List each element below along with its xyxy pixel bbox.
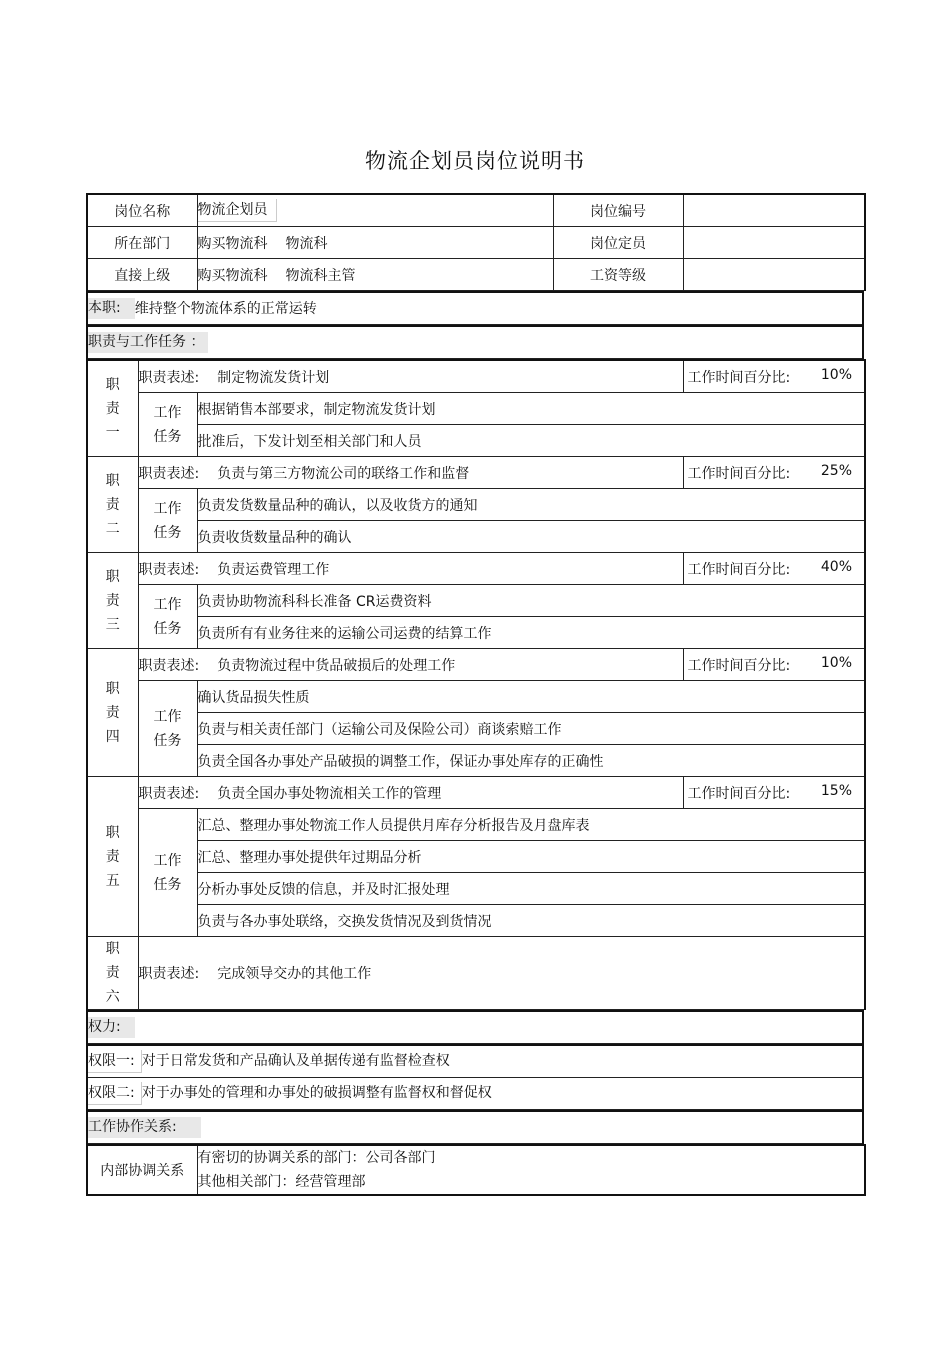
task-row xyxy=(87,745,865,777)
mission-label: 本职: xyxy=(88,298,135,319)
task-text: 负责收货数量品种的确认 xyxy=(197,521,865,553)
department-label: 所在部门 xyxy=(87,227,197,259)
time-percentage-label: 工作时间百分比: xyxy=(687,465,791,482)
authority-heading: 权力: xyxy=(88,1017,135,1038)
duty-time-percentage xyxy=(683,360,865,393)
headcount-label: 岗位定员 xyxy=(553,227,683,259)
internal-relations-label: 内部协调关系 xyxy=(87,1145,197,1195)
duty-description xyxy=(138,777,683,809)
duty-description-label: 职责表述: xyxy=(138,465,200,482)
authority-table xyxy=(86,1044,864,1110)
task-label: 工作任务 xyxy=(138,681,197,777)
task-text: 负责发货数量品种的确认，以及收货方的通知 xyxy=(197,489,865,521)
duty-description xyxy=(138,360,683,393)
time-percentage-value: 10% xyxy=(820,366,852,383)
task-text: 批准后，下发计划至相关部门和人员 xyxy=(197,425,865,457)
duty-description-label: 职责表述: xyxy=(138,369,200,386)
relations-heading: 工作协作关系: xyxy=(88,1117,201,1138)
task-text: 负责协助物流科科长准备 CR运费资料 xyxy=(197,585,865,617)
salary-grade-label: 工资等级 xyxy=(553,259,683,291)
authority-item-1: 权限一: 对于日常发货和产品确认及单据传递有监督检查权 xyxy=(87,1045,863,1078)
duty-row xyxy=(87,777,865,809)
task-text: 负责全国各办事处产品破损的调整工作，保证办事处库存的正确性 xyxy=(197,745,865,777)
supervisor-value: 购买物流科 物流科主管 xyxy=(197,259,553,291)
duty-name: 职责五 xyxy=(87,777,138,937)
time-percentage-label: 工作时间百分比: xyxy=(687,369,791,386)
headcount-value xyxy=(683,227,865,259)
duties-heading-row xyxy=(87,326,863,359)
time-percentage-label: 工作时间百分比: xyxy=(687,561,791,578)
duty-description-text: 负责物流过程中货品破损后的处理工作 xyxy=(217,657,456,674)
relations-heading-row xyxy=(87,1111,863,1144)
relations-line-2: 其他相关部门：经营管理部 xyxy=(197,1174,366,1190)
duty-time-percentage xyxy=(683,457,865,489)
authority-heading-row xyxy=(87,1011,863,1044)
task-label: 工作任务 xyxy=(138,809,197,937)
task-text: 根据销售本部要求，制定物流发货计划 xyxy=(197,393,865,425)
relations-line-1: 有密切的协调关系的部门：公司各部门 xyxy=(197,1150,436,1166)
position-code-label: 岗位编号 xyxy=(553,194,683,227)
time-percentage-value: 25% xyxy=(820,462,852,479)
task-row xyxy=(87,489,865,521)
time-percentage-label: 工作时间百分比: xyxy=(687,657,791,674)
header-table xyxy=(86,193,866,291)
position-name-label: 岗位名称 xyxy=(87,194,197,227)
time-percentage-value: 40% xyxy=(820,558,852,575)
task-row xyxy=(87,681,865,713)
task-row xyxy=(87,873,865,905)
task-text: 确认货品损失性质 xyxy=(197,681,865,713)
salary-grade-value xyxy=(683,259,865,291)
duty-row xyxy=(87,937,865,1010)
duty-name: 职责六 xyxy=(87,937,138,1010)
duty-name: 职责二 xyxy=(87,457,138,553)
time-percentage-value: 10% xyxy=(820,654,852,671)
time-percentage-value: 15% xyxy=(820,782,852,799)
task-row xyxy=(87,521,865,553)
task-text: 分析办事处反馈的信息，并及时汇报处理 xyxy=(197,873,865,905)
duty-description-label: 职责表述: xyxy=(138,657,200,674)
task-text: 汇总、整理办事处提供年过期品分析 xyxy=(197,841,865,873)
duty-description-label: 职责表述: xyxy=(138,785,200,802)
duty-row xyxy=(87,360,865,393)
task-label: 工作任务 xyxy=(138,585,197,649)
duty-description-text: 完成领导交办的其他工作 xyxy=(217,966,372,982)
header-row-supervisor xyxy=(87,259,865,291)
task-row xyxy=(87,617,865,649)
position-code-value xyxy=(683,194,865,227)
duties-heading: 职责与工作任务 ： xyxy=(88,332,208,353)
task-text: 汇总、整理办事处物流工作人员提供月库存分析报告及月盘库表 xyxy=(197,809,865,841)
duty-time-percentage xyxy=(683,649,865,681)
authority-heading-table xyxy=(86,1010,864,1044)
duty-row xyxy=(87,553,865,585)
internal-relations-value xyxy=(197,1145,865,1195)
time-percentage-label: 工作时间百分比: xyxy=(687,785,791,802)
task-text: 负责与相关责任部门（运输公司及保险公司）商谈索赔工作 xyxy=(197,713,865,745)
task-row xyxy=(87,585,865,617)
duties-table xyxy=(86,359,866,1010)
duty-description-text: 制定物流发货计划 xyxy=(217,369,330,386)
duty-name: 职责四 xyxy=(87,649,138,777)
department-value: 购买物流科 物流科 xyxy=(197,227,553,259)
duty-description-label: 职责表述: xyxy=(138,966,200,982)
task-row xyxy=(87,425,865,457)
duty-description xyxy=(138,937,865,1010)
mission-row xyxy=(87,292,863,325)
duty-description-text: 负责与第三方物流公司的联络工作和监督 xyxy=(217,465,470,482)
page-title: 物流企划员岗位说明书 xyxy=(365,149,585,173)
duty-description xyxy=(138,649,683,681)
job-description-document xyxy=(86,193,864,1196)
task-row xyxy=(87,393,865,425)
task-row xyxy=(87,713,865,745)
duty-time-percentage xyxy=(683,777,865,809)
duty-name: 职责三 xyxy=(87,553,138,649)
duties-heading-table xyxy=(86,325,864,359)
mission-text: 维持整个物流体系的正常运转 xyxy=(134,300,317,317)
relations-table xyxy=(86,1144,866,1196)
duty-description-label: 职责表述: xyxy=(138,561,200,578)
duty-row xyxy=(87,649,865,681)
task-label: 工作任务 xyxy=(138,489,197,553)
task-row xyxy=(87,905,865,937)
header-row-department xyxy=(87,227,865,259)
task-label: 工作任务 xyxy=(138,393,197,457)
duty-description-text: 负责运费管理工作 xyxy=(217,561,330,578)
authority-item-2: 权限二: 对于办事处的管理和办事处的破损调整有监督权和督促权 xyxy=(87,1078,863,1110)
task-row xyxy=(87,841,865,873)
duty-time-percentage xyxy=(683,553,865,585)
duty-description-text: 负责全国办事处物流相关工作的管理 xyxy=(217,785,442,802)
task-text: 负责与各办事处联络，交换发货情况及到货情况 xyxy=(197,905,865,937)
supervisor-label: 直接上级 xyxy=(87,259,197,291)
duty-name: 职责一 xyxy=(87,360,138,457)
header-row-position xyxy=(87,194,865,227)
position-name-value: 物流企划员 xyxy=(197,194,553,227)
task-row xyxy=(87,809,865,841)
duty-description xyxy=(138,553,683,585)
relations-heading-table xyxy=(86,1110,864,1144)
task-text: 负责所有有业务往来的运输公司运费的结算工作 xyxy=(197,617,865,649)
duty-description xyxy=(138,457,683,489)
duty-row xyxy=(87,457,865,489)
mission-table xyxy=(86,291,864,325)
